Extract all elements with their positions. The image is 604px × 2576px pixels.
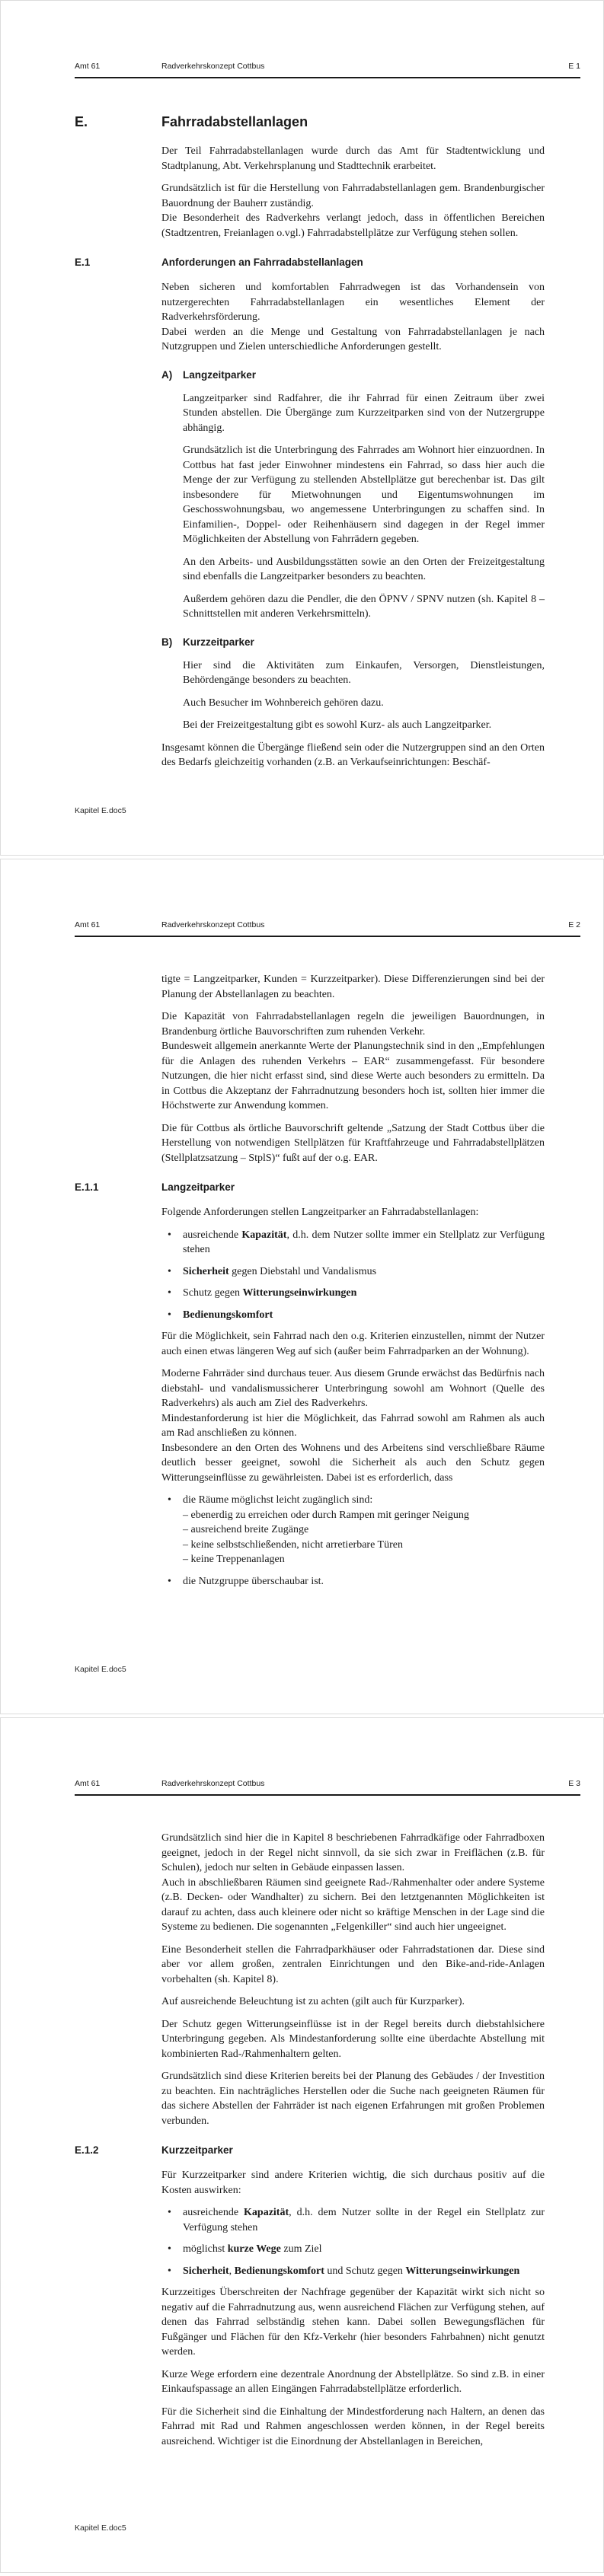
header-document-title: Radverkehrskonzept Cottbus: [161, 920, 265, 929]
bullet-text: ausreichende Kapazität, d.h. dem Nutzer sollte immer ein Stellplatz zur Verfügung stehen: [183, 1229, 545, 1255]
paragraph: tigte = Langzeitparker, Kunden = Kurzzeitparker). Diese Differenzierungen sind bei der Planung der Abstellanlagen zu beachten.: [161, 974, 545, 1000]
bullet-item: [161, 2242, 545, 2257]
bullet-item: [161, 1574, 545, 1589]
section-heading-e11: [75, 1181, 545, 1194]
section-number: E.1.2: [75, 2144, 99, 2156]
paragraph: Grundsätzlich sind diese Kriterien bereits bei der Planung des Gebäudes / der Investition zu beachten. Ein nachträgliches Herstellen oder die Suche nach geeigneten Räumen für das sichere Abstellen der Fahrräder ist nach eigenen Erfahrungen mit großen Problemen verbunden.: [161, 2071, 545, 2127]
bullet-item: [161, 1264, 545, 1280]
paragraph: Eine Besonderheit stellen die Fahrradparkhäuser oder Fahrradstationen dar. Diese sind aber vor allem großen, zentralen Einrichtungen und den Bike-and-ride-Anlagen vorbehalten (sh. Kapitel 8).: [161, 1943, 545, 1985]
bullet-item: [161, 1493, 545, 1567]
header-rule: [75, 1794, 580, 1796]
paragraph: Für Kurzzeitparker sind andere Kriterien wichtig, die sich durchaus positiv auf die Kosten auswirken:: [161, 2170, 545, 2196]
paragraph: Kurzzeitiges Überschreiten der Nachfrage gegenüber der Kapazität wirkt sich nicht so negativ auf die Fahrradnutzung aus, wenn ausreichend Flächen zur Verfügung stehen, auf denen das Fahrrad selbständig stehen kann. Dabei sollen Bewegungsflächen für Fußgänger und Flächen für den Kfz-Verkehr (hier besonders Fahrbahnen) nicht genutzt werden.: [161, 2287, 545, 2358]
chapter-number: E.: [75, 114, 88, 129]
chapter-title: Fahrradabstellanlagen: [161, 114, 308, 129]
page-body: [75, 1831, 545, 2456]
paragraph: Für die Sicherheit sind die Einhaltung der Mindestforderung nach Haltern, an denen das Fahrrad mit Rad und Rahmen angeschlossen werden können, in der Regel bereits ausreichend. Wichtiger ist die Einordnung der Abstellanlagen in Bereichen,: [161, 2405, 545, 2447]
paragraph: Dabei werden an die Menge und Gestaltung von Fahrradabstellanlagen je nach Nutzgruppen und Zielen unterschiedliche Anforderungen gestellt.: [161, 326, 545, 352]
page-number: E 2: [568, 920, 580, 929]
section-heading-e12: [75, 2144, 545, 2157]
subsection-heading-a: [161, 368, 545, 382]
header-document-title: Radverkehrskonzept Cottbus: [161, 62, 265, 71]
dash-item: – ebenerdig zu erreichen oder durch Rampen mit geringer Neigung: [183, 1509, 469, 1521]
paragraph: Grundsätzlich ist für die Herstellung von Fahrradabstellanlagen gem. Brandenburgischer Bauordnung der Bauherr zuständig.: [161, 183, 545, 209]
bullet-text: die Räume möglichst leicht zugänglich sind:: [183, 1494, 373, 1506]
page-2: [0, 859, 604, 1714]
bullet-item: [161, 1228, 545, 1258]
header-left-label: Amt 61: [75, 1779, 101, 1788]
page-header: [75, 62, 580, 72]
subsection-title: Kurzzeitparker: [183, 636, 254, 648]
page-footer: Kapitel E.doc5: [75, 1665, 126, 1674]
header-rule: [75, 936, 580, 937]
paragraph: Die für Cottbus als örtliche Bauvorschrift geltende „Satzung der Stadt Cottbus über die Herstellung von notwendigen Stellplätzen für Kraftfahrzeuge und Fahrradabstellplätzen (Stellplatzsatzung – StplS)“ fußt auf der o.g. EAR.: [161, 1122, 545, 1164]
section-number: E.1: [75, 257, 91, 268]
paragraph: Der Schutz gegen Witterungseinflüsse ist in der Regel bereits durch diebstahlsichere Unterbringung gegeben. Als Mindestanforderung sollte eine überdachte Abstellung mit kombinierten Rad-/Rahmenhaltern gelten.: [161, 2018, 545, 2060]
paragraph: Mindestanforderung ist hier die Möglichkeit, das Fahrrad sowohl am Rahmen als auch am Rad anschließen zu können.: [161, 1412, 545, 1439]
page-header: [75, 1779, 580, 1790]
header-rule: [75, 77, 580, 78]
header-document-title: Radverkehrskonzept Cottbus: [161, 1779, 265, 1788]
paragraph: Außerdem gehören dazu die Pendler, die den ÖPNV / SPNV nutzen (sh. Kapitel 8 – Schnittstellen mit anderen Verkehrsmitteln).: [183, 593, 545, 620]
header-left-label: Amt 61: [75, 920, 101, 929]
paragraph: Der Teil Fahrradabstellanlagen wurde durch das Amt für Stadtentwicklung und Stadtplanung, Abt. Verkehrsplanung und Stadttechnik erarbeitet.: [161, 145, 545, 172]
header-left-label: Amt 61: [75, 62, 101, 71]
page-body: [75, 972, 545, 1596]
page-number: E 1: [568, 62, 580, 71]
dash-item: – keine selbstschließenden, nicht arretierbare Türen: [183, 1538, 403, 1551]
paragraph: Hier sind die Aktivitäten zum Einkaufen, Versorgen, Dienstleistungen, Behördengänge besonders zu beachten.: [183, 659, 545, 686]
bullet-item: [161, 2205, 545, 2235]
section-title: Kurzzeitparker: [161, 2144, 233, 2156]
subsection-title: Langzeitparker: [183, 368, 257, 381]
paragraph: Die Besonderheit des Radverkehrs verlangt jedoch, dass in öffentlichen Bereichen (Stadtzentren, Freianlagen o.vgl.) Fahrradabstellplätze zur Verfügung stehen sollen.: [161, 212, 545, 239]
section-title: Anforderungen an Fahrradabstellanlagen: [161, 257, 363, 268]
paragraph: Auch in abschließbaren Räumen sind geeignete Rad-/Rahmenhalter oder andere Systeme (z.B. Decken- oder Wandhalter) zu sichern. Bei den letztgenannten Möglichkeiten ist darauf zu achten, dass auch kleinere oder nicht so kräftige Menschen in der Lage sind die Systeme zu bedienen. Die sogenannten „Felgenkiller“ sind auch hier ungeeignet.: [161, 1876, 545, 1933]
paragraph: Kurze Wege erfordern eine dezentrale Anordnung der Abstellplätze. So sind z.B. in einer Einkaufspassage an allen Eingängen Fahrradabstellplätze erforderlich.: [161, 2368, 545, 2395]
page-body: [75, 113, 545, 778]
section-title: Langzeitparker: [161, 1181, 235, 1193]
paragraph: Folgende Anforderungen stellen Langzeitparker an Fahrradabstellanlagen:: [161, 1207, 479, 1218]
bullet-item: [161, 1308, 545, 1323]
bullet-text: möglichst kurze Wege zum Ziel: [183, 2243, 322, 2255]
paragraph: Auf ausreichende Beleuchtung ist zu achten (gilt auch für Kurzparker).: [161, 1996, 465, 2007]
section-number: E.1.1: [75, 1181, 99, 1193]
paragraph: Neben sicheren und komfortablen Fahrradwegen ist das Vorhandensein von nutzergerechten Fahrradabstellanlagen ein wesentliches Element der Radverkehrsförderung.: [161, 282, 545, 323]
paragraph: Langzeitparker sind Radfahrer, die ihr Fahrrad für einen Zeitraum über zwei Stunden abstellen. Die Übergänge zum Kurzzeitparken sind von der Nutzergruppe abhängig.: [183, 392, 545, 434]
page-1: [0, 0, 604, 856]
subsection-letter: B): [161, 636, 173, 648]
paragraph: Grundsätzlich ist die Unterbringung des Fahrrades am Wohnort hier einzuordnen. In Cottbus hat fast jeder Einwohner mindestens ein Fahrrad, so dass hier auch die Menge der zur Verfügung zu stellenden Abstellplätze gut berechenbar ist. Das gilt insbesondere für Mietwohnungen und Eigentumswohnungen im Geschosswohnungsbau, wo angemessene Unterbringungen zu schaffen sind. In Einfamilien-, Doppel- oder Reihenhäusern sind dagegen in der Regel immer Möglichkeiten der Abstellung von Fahrrädern gegeben.: [183, 445, 545, 545]
paragraph: Für die Möglichkeit, sein Fahrrad nach den o.g. Kriterien einzustellen, nimmt der Nutzer auch einen etwas längeren Weg auf sich (außer beim Fahrradparken an der Wohnung).: [161, 1331, 545, 1357]
paragraph: Auch Besucher im Wohnbereich gehören dazu.: [183, 697, 384, 709]
paragraph: Insgesamt können die Übergänge fließend sein oder die Nutzergruppen sind an den Orten des Bedarfs gleichzeitig vorhanden (z.B. an Verkaufseinrichtungen: Beschäf-: [161, 741, 545, 768]
subsection-letter: A): [161, 368, 173, 381]
bullet-text: Sicherheit gegen Diebstahl und Vandalismus: [183, 1265, 377, 1277]
bullet-text: die Nutzgruppe überschaubar ist.: [183, 1575, 324, 1587]
chapter-heading: [75, 113, 545, 130]
paragraph: Moderne Fahrräder sind durchaus teuer. Aus diesem Grunde erwächst das Bedürfnis nach diebstahl- und vandalismussicherer Unterbringung sowohl am Wohnort (Quelle des Radverkehrs) als auch am Ziel des Radverkehrs.: [161, 1368, 545, 1409]
bullet-text: ausreichende Kapazität, d.h. dem Nutzer sollte in der Regel ein Stellplatz zur Verfügung stehen: [183, 2207, 545, 2233]
page-footer: Kapitel E.doc5: [75, 806, 126, 815]
paragraph: Bundesweit allgemein anerkannte Werte der Planungstechnik sind in den „Empfehlungen für die Anlagen des ruhenden Verkehrs – EAR“ zusammengefasst. Für besondere Nutzungen, die hier nicht erfasst sind, sind diese Werte auch besonders zu ermitteln. Da in Cottbus die Akzeptanz der Fahrradnutzung besonders hoch ist, sollten hier immer die Höchstwerte zur Anwendung kommen.: [161, 1041, 545, 1111]
bullet-text: Schutz gegen Witterungseinwirkungen: [183, 1287, 357, 1299]
dash-item: – ausreichend breite Zugänge: [183, 1524, 309, 1535]
page-footer: Kapitel E.doc5: [75, 2523, 126, 2533]
bullet-item: [161, 2264, 545, 2279]
page-header: [75, 920, 580, 931]
bullet-item: [161, 1286, 545, 1301]
subsection-heading-b: [161, 636, 545, 649]
paragraph: Insbesondere an den Orten des Wohnens und des Arbeitens sind verschließbare Räume deutlich besser geeignet, sowohl die Sicherheit als auch den Schutz gegen Witterungseinflüsse zu gewährleisten. Dabei ist es erforderlich, dass: [161, 1442, 545, 1484]
page-number: E 3: [568, 1779, 580, 1788]
page-3: [0, 1717, 604, 2573]
bullet-text: Sicherheit, Bedienungskomfort und Schutz gegen Witterungseinwirkungen: [183, 2265, 520, 2277]
paragraph: Bei der Freizeitgestaltung gibt es sowohl Kurz- als auch Langzeitparker.: [183, 719, 492, 731]
dash-item: – keine Treppenanlagen: [183, 1554, 285, 1565]
paragraph: Grundsätzlich sind hier die in Kapitel 8 beschriebenen Fahrradkäfige oder Fahrradboxen geeignet, jedoch in der Regel nicht sinnvoll, da sie sich zwar in Freiflächen (z.B. für Schulen), jedoch nur selten in Gebäude einpassen lassen.: [161, 1832, 545, 1873]
paragraph: Die Kapazität von Fahrradabstellanlagen regeln die jeweiligen Bauordnungen, in Brandenburg örtliche Bauvorschriften zum ruhenden Verkehr.: [161, 1011, 545, 1038]
bullet-text: Bedienungskomfort: [183, 1309, 273, 1321]
paragraph: An den Arbeits- und Ausbildungsstätten sowie an den Orten der Freizeitgestaltung sind ebenfalls die Langzeitparker besonders zu beachten.: [183, 556, 545, 582]
section-heading-e1: [75, 256, 545, 269]
